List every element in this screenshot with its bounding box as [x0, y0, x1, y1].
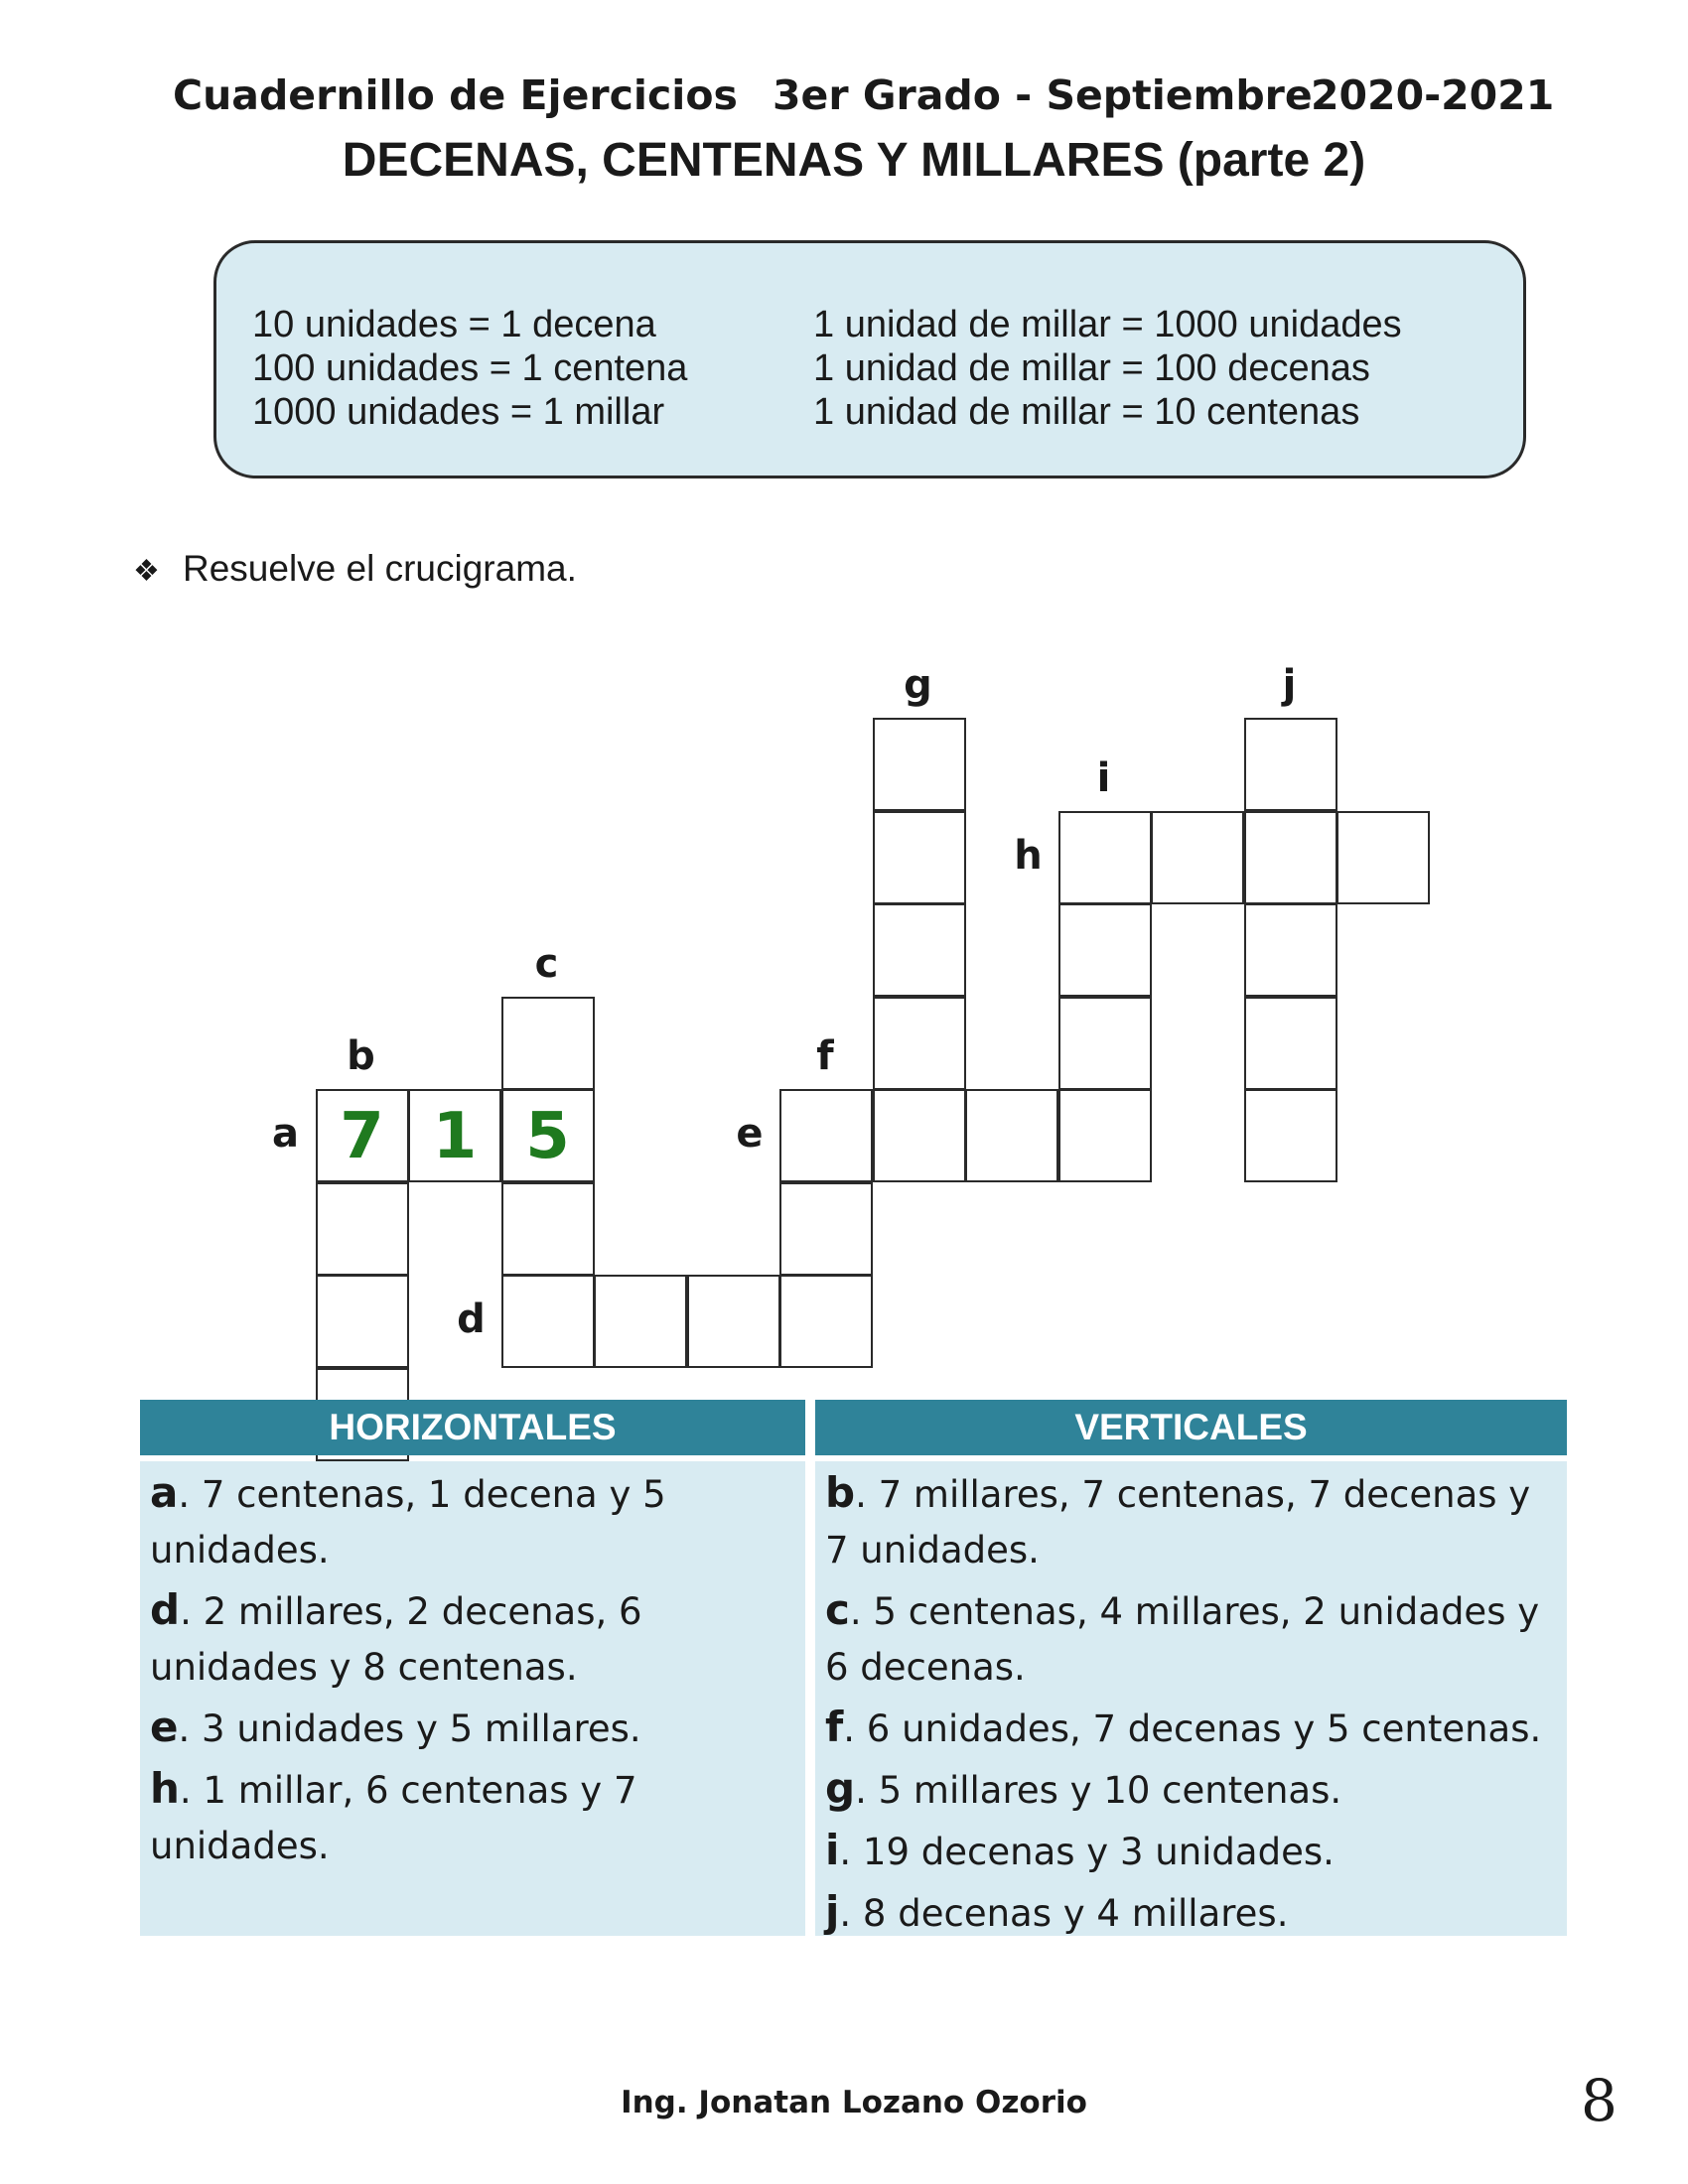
crossword-cell[interactable]: [1244, 718, 1337, 811]
clue-letter: h: [150, 1764, 180, 1813]
crossword-cell[interactable]: [873, 997, 966, 1090]
crossword-cell[interactable]: [501, 997, 595, 1090]
page-header: [173, 71, 1555, 131]
page-title: DECENAS, CENTENAS Y MILLARES (parte 2): [342, 134, 1366, 187]
crossword-cell[interactable]: [1336, 811, 1430, 904]
crossword-cell[interactable]: [1244, 903, 1337, 997]
crossword-cell[interactable]: [779, 1089, 873, 1182]
clue-text: . 3 unidades y 5 millares.: [178, 1707, 641, 1750]
rule-line: 1 unidad de millar = 100 decenas: [813, 347, 1370, 389]
clue-item: [815, 1823, 1567, 1880]
rule-line: 100 unidades = 1 centena: [252, 347, 688, 389]
crossword-cell[interactable]: [873, 718, 966, 811]
rule-line: 1000 unidades = 1 millar: [252, 391, 665, 433]
crossword-clue-label: a: [272, 1111, 299, 1157]
clue-letter: i: [825, 1826, 840, 1874]
crossword-cell[interactable]: [1058, 997, 1152, 1090]
clue-item: [815, 1582, 1567, 1696]
grade-month: 3er Grado - Septiembre: [773, 71, 1313, 119]
instruction: [133, 548, 577, 590]
clue-text: . 8 decenas y 4 millares.: [839, 1892, 1289, 1935]
crossword-cell[interactable]: 7: [316, 1089, 409, 1182]
booklet-title: Cuadernillo de Ejercicios: [173, 71, 738, 119]
clue-item: [815, 1884, 1567, 1942]
clue-letter: g: [825, 1764, 856, 1813]
rules-left-column: [252, 303, 687, 434]
crossword-cell[interactable]: [779, 1275, 873, 1368]
crossword-clue-label: d: [457, 1297, 486, 1342]
clue-letter: a: [150, 1468, 179, 1517]
clue-text: . 5 centenas, 4 millares, 2 unidades y 6 decenas.: [825, 1590, 1540, 1689]
crossword-clue-label: b: [347, 1033, 375, 1079]
clue-item: [140, 1700, 805, 1757]
clue-letter: b: [825, 1468, 856, 1517]
crossword-clue-label: h: [1014, 832, 1043, 879]
crossword-cell[interactable]: [594, 1275, 687, 1368]
clue-letter: j: [825, 1887, 840, 1936]
clue-text: . 1 millar, 6 centenas y 7 unidades.: [150, 1769, 637, 1867]
clue-text: . 7 millares, 7 centenas, 7 decenas y 7 unidades.: [825, 1473, 1531, 1571]
crossword-clue-label: g: [904, 662, 932, 708]
crossword-clue-label: c: [534, 940, 559, 987]
crossword-cell[interactable]: [1058, 903, 1152, 997]
crossword-cell[interactable]: [316, 1182, 409, 1276]
clue-text: . 5 millares y 10 centenas.: [855, 1769, 1342, 1812]
rule-line: 1 unidad de millar = 1000 unidades: [813, 304, 1402, 345]
crossword-cell[interactable]: [873, 903, 966, 997]
clue-item: [815, 1761, 1567, 1819]
clue-item: [140, 1761, 805, 1874]
crossword-cell[interactable]: [501, 1182, 595, 1276]
clue-letter: c: [825, 1585, 850, 1634]
rule-line: 1 unidad de millar = 10 centenas: [813, 391, 1360, 433]
horizontal-clues-header: HORIZONTALES: [140, 1400, 805, 1455]
clue-letter: d: [150, 1585, 181, 1634]
clue-text: . 6 unidades, 7 decenas y 5 centenas.: [843, 1707, 1542, 1750]
vertical-clues-header: VERTICALES: [815, 1400, 1567, 1455]
clue-letter: f: [825, 1703, 844, 1751]
crossword-cell[interactable]: 1: [408, 1089, 501, 1182]
crossword-cell[interactable]: [1244, 1089, 1337, 1182]
crossword-cell[interactable]: [1058, 811, 1152, 904]
clue-item: [140, 1465, 805, 1578]
crossword-cell[interactable]: [1244, 997, 1337, 1090]
horizontal-clues-list: [140, 1461, 805, 1936]
crossword-clue-label: f: [816, 1033, 834, 1079]
crossword-cell[interactable]: [1244, 811, 1337, 904]
clue-text: . 2 millares, 2 decenas, 6 unidades y 8 centenas.: [150, 1590, 642, 1689]
school-year: 2020-2021: [1311, 71, 1555, 119]
clue-item: [815, 1700, 1567, 1757]
crossword-clue-label: j: [1282, 662, 1297, 708]
crossword-cell[interactable]: [873, 1089, 966, 1182]
author-footer: Ing. Jonatan Lozano Ozorio: [621, 2085, 1087, 2120]
crossword-cell[interactable]: [1058, 1089, 1152, 1182]
rule-line: 10 unidades = 1 decena: [252, 304, 656, 345]
crossword-clue-label: i: [1096, 754, 1111, 801]
diamond-bullet-icon: ❖: [133, 555, 160, 588]
vertical-clues-list: [815, 1461, 1567, 1936]
clue-item: [140, 1582, 805, 1696]
crossword-cell[interactable]: [501, 1275, 595, 1368]
rules-box: [213, 240, 1526, 478]
crossword-clue-label: e: [736, 1111, 764, 1157]
crossword-cell[interactable]: [316, 1275, 409, 1368]
crossword-cell[interactable]: [965, 1089, 1058, 1182]
instruction-text: Resuelve el crucigrama.: [183, 548, 577, 589]
crossword-cell[interactable]: [687, 1275, 780, 1368]
crossword-cell[interactable]: [1151, 811, 1244, 904]
crossword-cell[interactable]: [873, 811, 966, 904]
clue-letter: e: [150, 1703, 179, 1751]
crossword-cell[interactable]: 5: [501, 1089, 595, 1182]
clue-text: . 19 decenas y 3 unidades.: [839, 1831, 1335, 1873]
clue-item: [815, 1465, 1567, 1578]
clue-text: . 7 centenas, 1 decena y 5 unidades.: [150, 1473, 666, 1571]
page-number: 8: [1581, 2067, 1618, 2134]
crossword-cell[interactable]: [779, 1182, 873, 1276]
rules-right-column: [813, 303, 1402, 434]
